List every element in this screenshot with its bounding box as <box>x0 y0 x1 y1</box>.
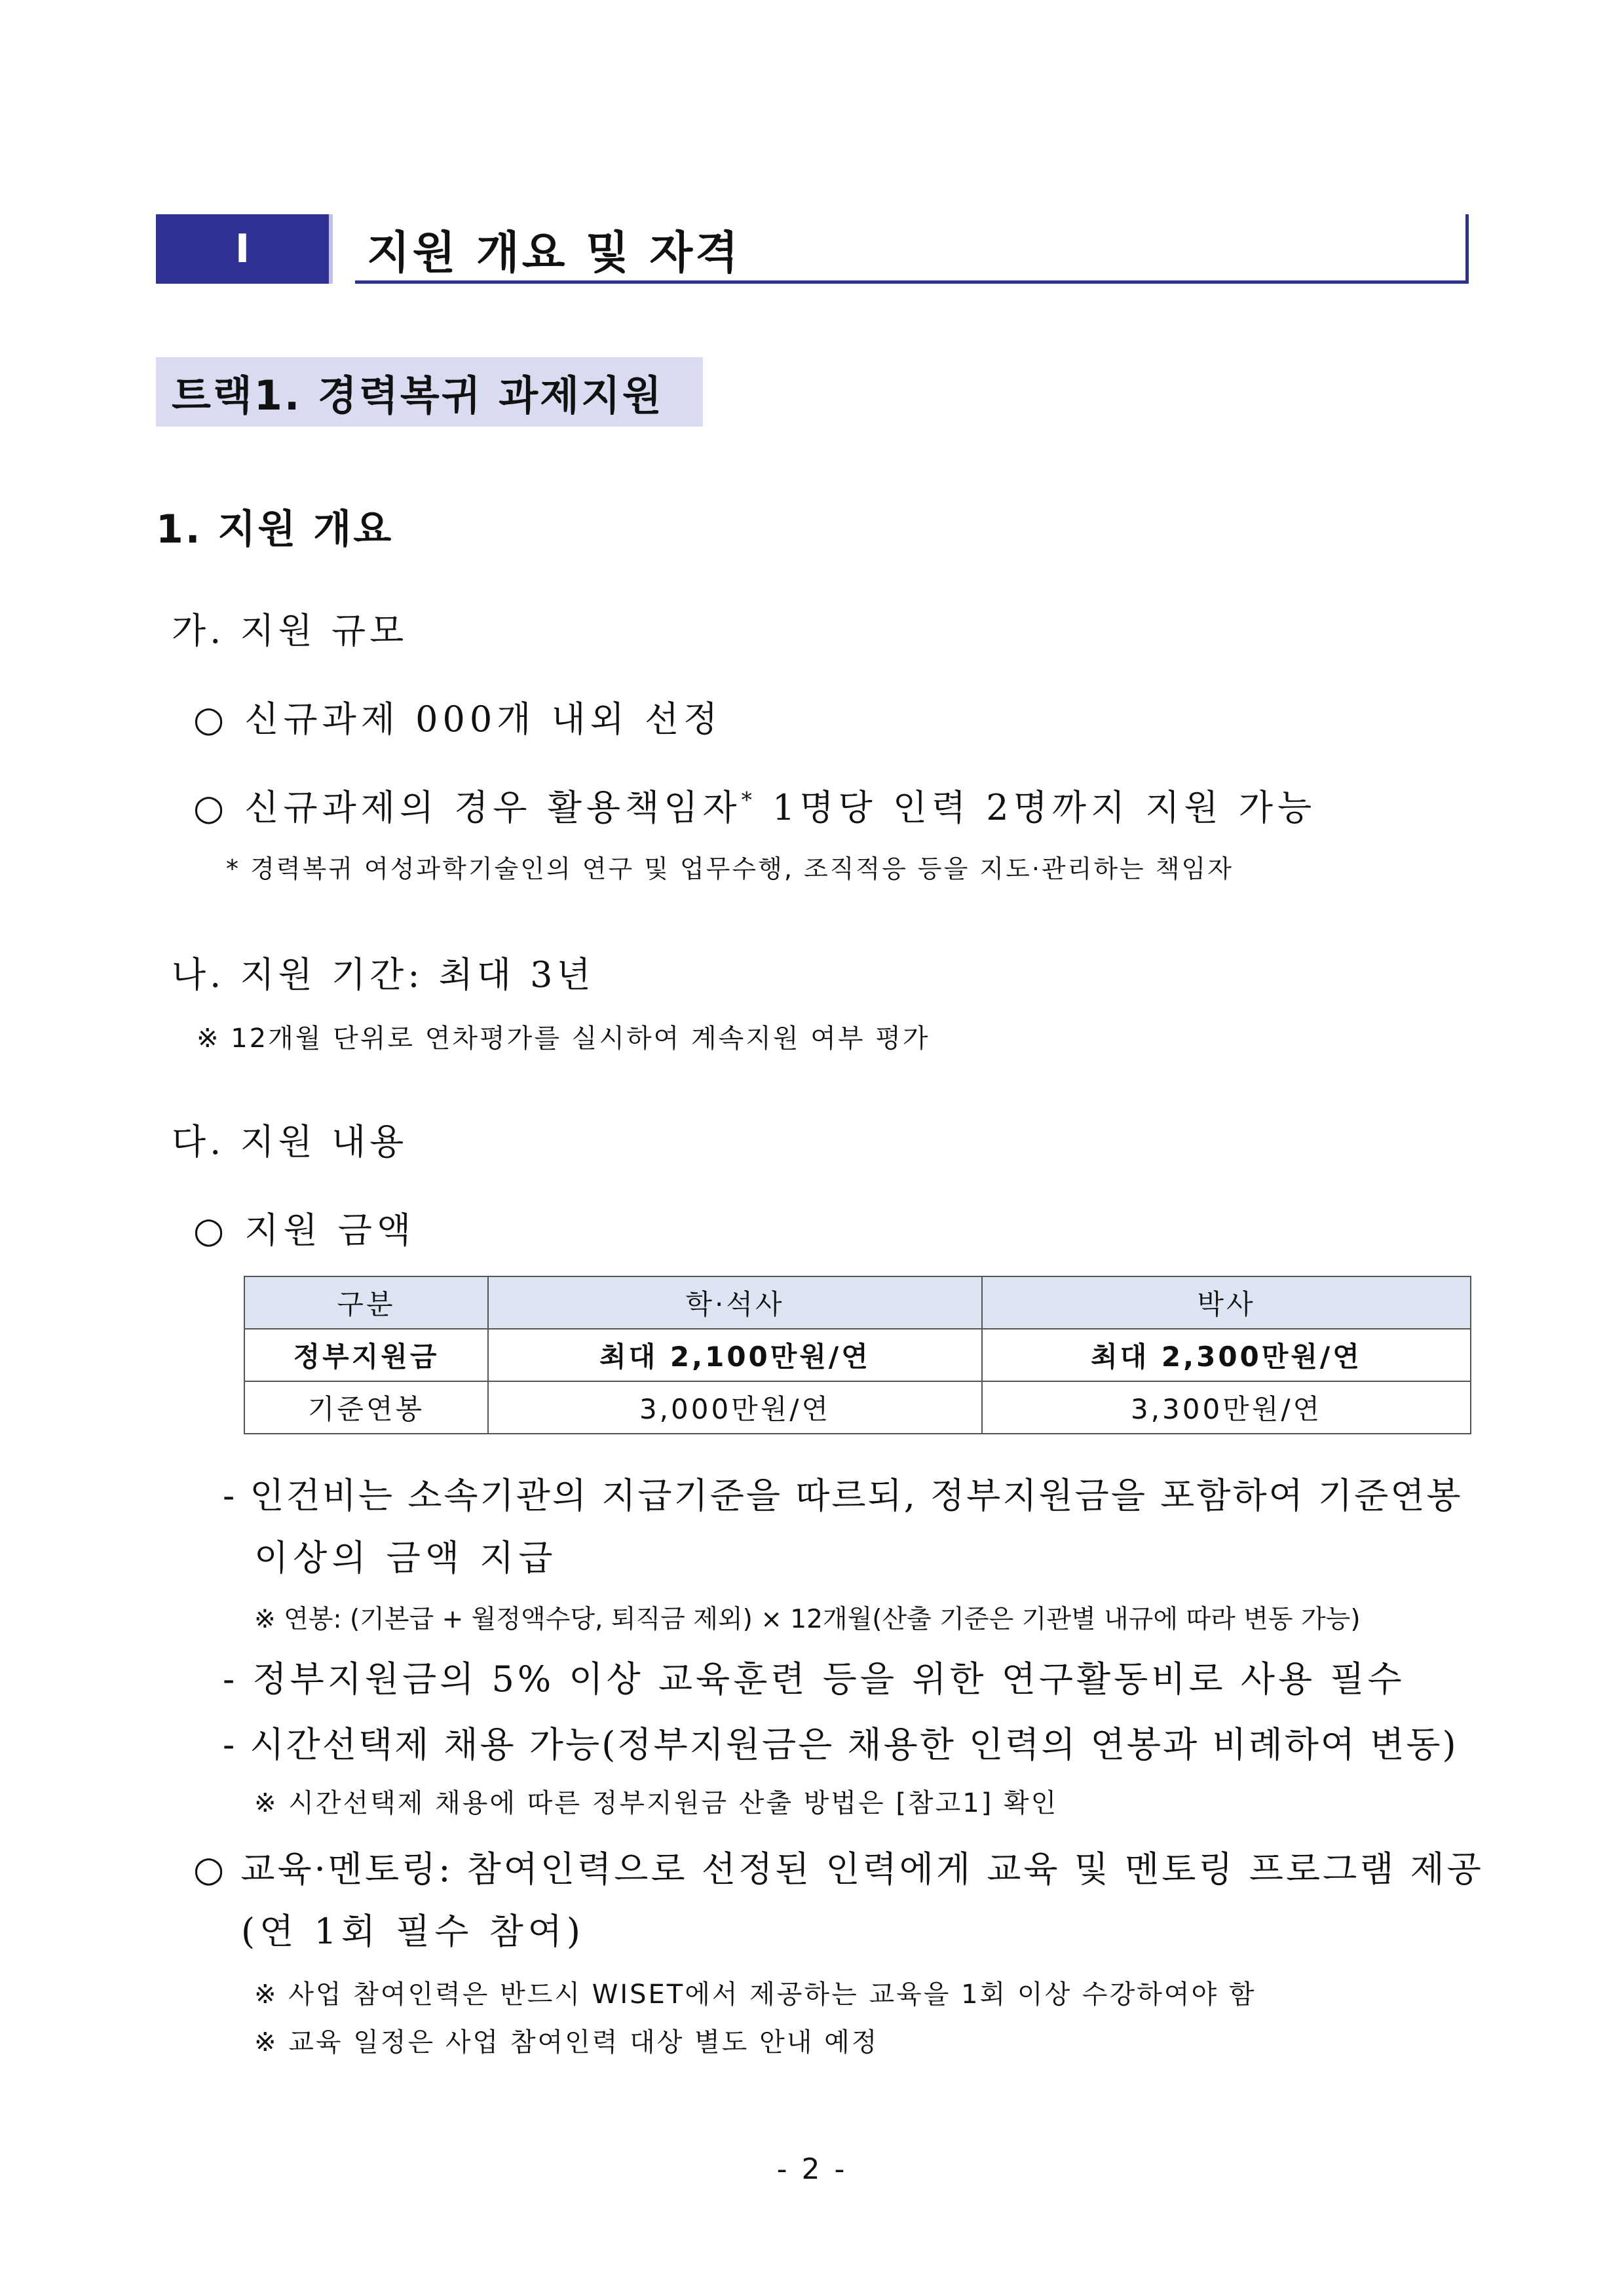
table-cell: 3,300만원/연 <box>982 1381 1471 1434</box>
table-cell: 최대 2,100만원/연 <box>488 1329 982 1381</box>
ga-item-2-text: ○ 신규과제의 경우 활용책임자 <box>193 787 742 828</box>
track-label <box>156 357 703 427</box>
subsection-na-title: 나. 지원 기간: 최대 3년 <box>172 954 595 995</box>
bullet-parttime-note: ※ 시간선택제 채용에 따른 정부지원금 산출 방법은 [참고1] 확인 <box>254 1788 1059 1818</box>
mentoring-note-2: ※ 교육 일정은 사업 참여인력 대상 별도 안내 예정 <box>254 2027 879 2057</box>
table-row <box>244 1329 1471 1381</box>
ga-item-1: ○ 신규과제 000개 내외 선정 <box>193 698 723 740</box>
table-cell: 최대 2,300만원/연 <box>982 1329 1471 1381</box>
table-cell: 3,000만원/연 <box>488 1381 982 1434</box>
mentoring-line2: (연 1회 필수 참여) <box>241 1911 585 1952</box>
table-header-cell: 박사 <box>982 1276 1471 1329</box>
mentoring-note-1: ※ 사업 참여인력은 반드시 WISET에서 제공하는 교육을 1회 이상 수강하여야 함 <box>254 1980 1256 2010</box>
table-cell: 기준연봉 <box>244 1381 488 1434</box>
ga-footnote: * 경력복귀 여성과학기술인의 연구 및 업무수행, 조직적응 등을 지도·관리하는 책임자 <box>226 854 1234 883</box>
table-header-row <box>244 1276 1471 1329</box>
section-title: 지원 개요 및 자격 <box>367 227 741 279</box>
heading-support-overview: 1. 지원 개요 <box>156 507 394 552</box>
subsection-ga-title: 가. 지원 규모 <box>172 610 408 651</box>
section-number <box>156 214 333 284</box>
section-number-text: I <box>235 226 250 272</box>
bullet-salary-line2: 이상의 금액 지급 <box>254 1537 557 1578</box>
na-note: ※ 12개월 단위로 연차평가를 실시하여 계속지원 여부 평가 <box>197 1024 930 1054</box>
page-number: - 2 - <box>776 2152 848 2186</box>
bullet-parttime: - 시간선택제 채용 가능(정부지원금은 채용한 인력의 연봉과 비례하여 변동) <box>223 1724 1458 1765</box>
bullet-salary-note: ※ 연봉: (기본급 + 월정액수당, 퇴직금 제외) × 12개월(산출 기준은 기관별 내규에 따라 변동 가능) <box>254 1605 1361 1634</box>
mentoring-line1: ○ 교육·멘토링: 참여인력으로 선정된 인력에게 교육 및 멘토링 프로그램 제공 <box>193 1848 1484 1890</box>
subsection-da-title: 다. 지원 내용 <box>172 1121 408 1162</box>
footnote-marker: * <box>741 788 757 813</box>
bullet-training-cost: - 정부지원금의 5% 이상 교육훈련 등을 위한 연구활동비로 사용 필수 <box>223 1658 1405 1700</box>
ga-item-2 <box>193 780 1316 830</box>
table-header-cell: 구분 <box>244 1276 488 1329</box>
table-header-cell: 학·석사 <box>488 1276 982 1329</box>
ga-item-2-text-cont: 1명당 인력 2명까지 지원 가능 <box>772 787 1317 828</box>
da-amount-label: ○ 지원 금액 <box>193 1210 416 1251</box>
track-label-text: 트랙1. 경력복귀 과제지원 <box>172 371 664 419</box>
table-row <box>244 1381 1471 1434</box>
funding-table <box>244 1276 1471 1434</box>
bullet-salary-line1: - 인건비는 소속기관의 지급기준을 따르되, 정부지원금을 포함하여 기준연봉 <box>223 1475 1463 1516</box>
table-cell: 정부지원금 <box>244 1329 488 1381</box>
